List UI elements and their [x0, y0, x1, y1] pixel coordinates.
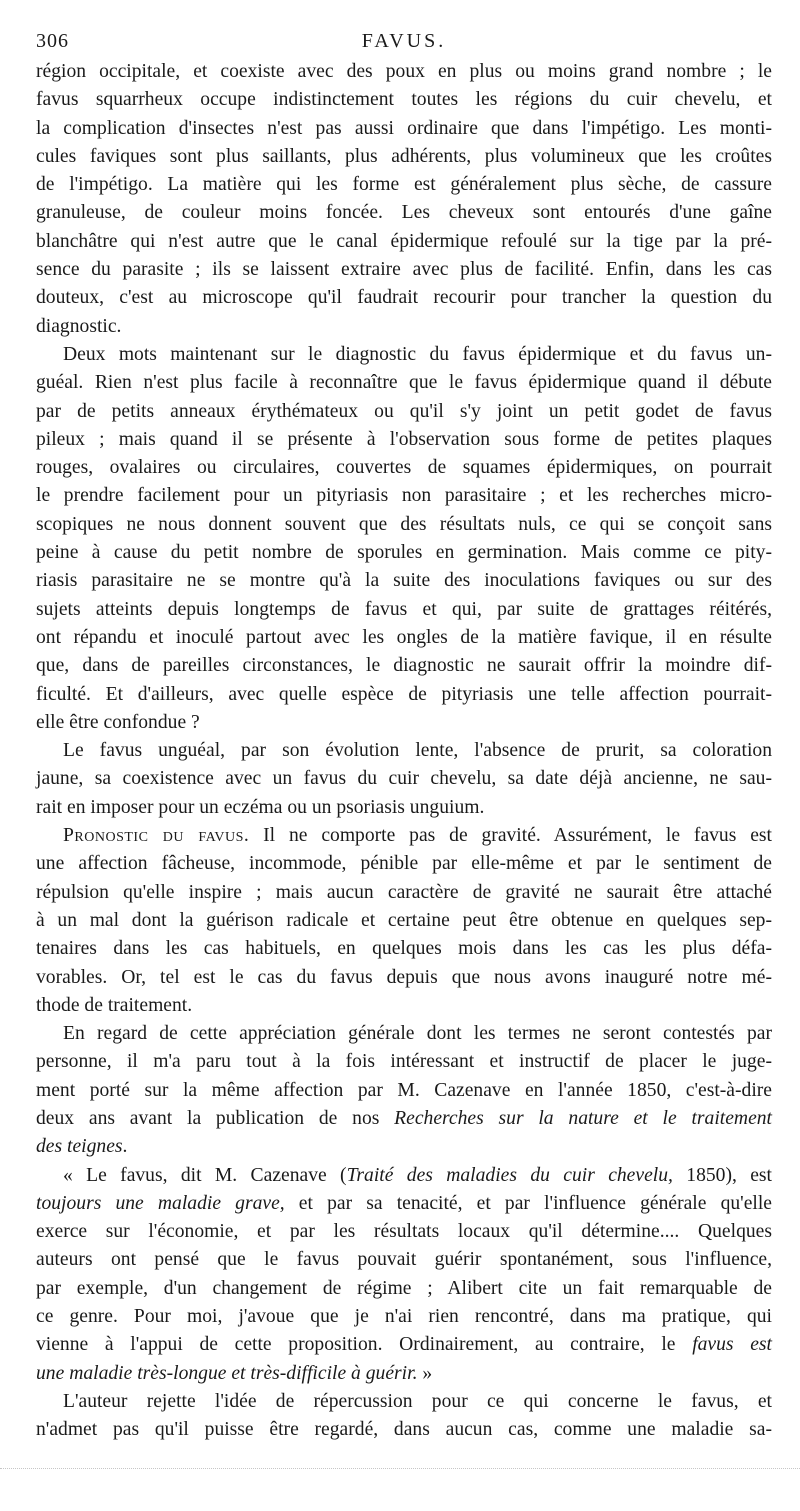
text-line: le prendre facilement pour un pityriasis non parasitaire ; et les recherches micro-	[36, 485, 772, 507]
text-line: jaune, sa coexistence avec un favus du cuir chevelu, sa date déjà ancienne, ne sau-	[36, 768, 772, 790]
emphasis: favus est	[692, 1334, 772, 1356]
text-line: vorables. Or, tel est le cas du favus depuis que nous avons inauguré notre mé-	[36, 966, 772, 988]
text-line: répulsion qu'elle inspire ; mais aucun caractère de gravité ne saurait être attaché	[36, 881, 772, 903]
section-lead: Pronostic du favus.	[63, 825, 250, 847]
text-line	[36, 822, 772, 850]
text-line: exerce sur l'économie, et par les résultats locaux qu'il détermine.... Quelques	[36, 1221, 772, 1243]
book-title: Traité des maladies du cuir chevelu,	[346, 1164, 673, 1186]
text-line: la complication d'insectes n'est pas aussi ordinaire que dans l'impétigo. Les monti-	[36, 117, 772, 139]
text-line: favus squarrheux occupe indistinctement toutes les régions du cuir chevelu, et	[36, 89, 772, 111]
text-line: par exemple, d'un changement de régime ; Alibert cite un fait remarquable de	[36, 1277, 772, 1299]
text-line: thode de traitement.	[36, 994, 193, 1016]
text-line: cules faviques sont plus saillants, plus adhérents, plus volumineux que les croûtes	[36, 145, 772, 167]
running-head	[36, 24, 772, 58]
page	[36, 24, 772, 1445]
paragraph-5	[36, 1020, 772, 1161]
text-run: »	[417, 1362, 433, 1384]
page-heading: FAVUS.	[361, 30, 447, 52]
paragraph-2	[36, 341, 772, 737]
text-line: de l'impétigo. La matière qui les forme est généralement plus sèche, de cassure	[36, 174, 772, 196]
text-line: guéal. Rien n'est plus facile à reconnaître que le favus épidermique quand il débute	[36, 372, 772, 394]
paragraph-quote	[36, 1162, 772, 1388]
text-line: ont répandu et inoculé partout avec les ongles de la matière favique, il en résulte	[36, 626, 772, 648]
text-line	[36, 1360, 772, 1388]
text-line: à un mal dont la guérison radicale et certaine peut être obtenue en quelques sep-	[36, 909, 772, 931]
text-line: personne, il m'a paru tout à la fois intéressant et instructif de placer le juge-	[36, 1051, 772, 1073]
text-line: par de petits anneaux érythémateux ou qu'il s'y joint un petit godet de favus	[36, 400, 772, 422]
emphasis: toujours une maladie grave,	[36, 1192, 285, 1214]
text-line	[36, 1105, 772, 1133]
page-number: 306	[36, 30, 69, 52]
paragraph-1	[36, 58, 772, 341]
text-line: région occipitale, et coexiste avec des poux en plus ou moins grand nombre ; le	[36, 61, 772, 82]
text-line: Deux mots maintenant sur le diagnostic du favus épidermique et du favus un-	[63, 343, 772, 365]
text-line	[36, 1162, 772, 1190]
text-line: pileux ; mais quand il se présente à l'observation sous forme de petites plaques	[36, 428, 772, 450]
text-line: rait en imposer pour un eczéma ou un psoriasis unguium.	[36, 796, 485, 818]
text-run: 1850), est	[672, 1164, 772, 1186]
text-line: Le favus unguéal, par son évolution lente, l'absence de prurit, sa coloration	[63, 740, 772, 762]
text-line	[36, 1133, 772, 1161]
text-line	[36, 1331, 772, 1359]
text-line: granuleuse, de couleur moins foncée. Les cheveux sont entourés d'une gaîne	[36, 202, 772, 224]
text-run: Il ne comporte pas de gravité. Assurément, le favus est	[249, 825, 772, 847]
text-run: deux ans avant la publication de nos	[36, 1107, 395, 1129]
text-line: peine à cause du petit nombre de sporules en germination. Mais comme ce pity-	[36, 542, 772, 564]
text-line: n'admet pas qu'il puisse être regardé, dans aucun cas, comme une maladie sa-	[36, 1419, 772, 1441]
paragraph-prognosis	[36, 822, 772, 1020]
text-line: sence du parasite ; ils se laissent extraire avec plus de facilité. Enfin, dans les cas	[36, 259, 772, 281]
text-line: rouges, ovalaires ou circulaires, couvertes de squames épidermiques, on pourrait	[36, 457, 772, 479]
text-line: elle être confondue ?	[36, 711, 200, 733]
text-run: vienne à l'appui de cette proposition. Ordinairement, au contraire, le	[36, 1334, 693, 1356]
text-line	[36, 1190, 772, 1218]
text-line: douteux, c'est au microscope qu'il faudrait recourir pour trancher la question du	[36, 287, 772, 309]
text-line: diagnostic.	[36, 315, 122, 337]
text-line: L'auteur rejette l'idée de répercussion pour ce qui concerne le favus, et	[63, 1390, 772, 1412]
text-line: riasis parasitaire ne se montre qu'à la suite des inoculations faviques ou sur des	[36, 570, 772, 592]
text-line: auteurs ont pensé que le favus pouvait guérir spontanément, sous l'influence,	[36, 1249, 772, 1271]
text-line: ment porté sur la même affection par M. Cazenave en l'année 1850, c'est-à-dire	[36, 1079, 772, 1101]
text-line: que, dans de pareilles circonstances, le diagnostic ne saurait offrir la moindre dif-	[36, 655, 772, 677]
paragraph-7	[36, 1388, 772, 1445]
text-line: une affection fâcheuse, incommode, pénible par elle-même et par le sentiment de	[36, 853, 772, 875]
paragraph-3	[36, 737, 772, 822]
text-line: scopiques ne nous donnent souvent que des résultats nuls, ce qui se conçoit sans	[36, 513, 772, 535]
text-line: ficulté. Et d'ailleurs, avec quelle espèce de pityriasis une telle affection pourrait-	[36, 683, 772, 705]
text-line: ce genre. Pour moi, j'avoue que je n'ai rien rencontré, dans ma pratique, qui	[36, 1306, 772, 1328]
text-line: sujets atteints depuis longtemps de favus et qui, par suite de grattages réitérés,	[36, 598, 772, 620]
book-title: des teignes	[36, 1136, 123, 1158]
emphasis: une maladie très-longue et très-difficile à guérir.	[36, 1362, 418, 1384]
scan-footer-rule	[0, 1468, 800, 1471]
book-title: Recherches sur la nature et le traitement	[394, 1107, 773, 1129]
text-run: et par sa tenacité, et par l'influence générale qu'elle	[284, 1192, 772, 1214]
text-line: En regard de cette appréciation générale dont les termes ne seront contestés par	[63, 1023, 772, 1045]
text-run: « Le favus, dit M. Cazenave (	[63, 1164, 347, 1186]
text-line: tenaires dans les cas habituels, en quelques mois dans les cas les plus défa-	[36, 938, 772, 960]
text-run: .	[122, 1136, 128, 1158]
text-line: blanchâtre qui n'est autre que le canal épidermique refoulé sur la tige par la pré-	[36, 230, 772, 252]
